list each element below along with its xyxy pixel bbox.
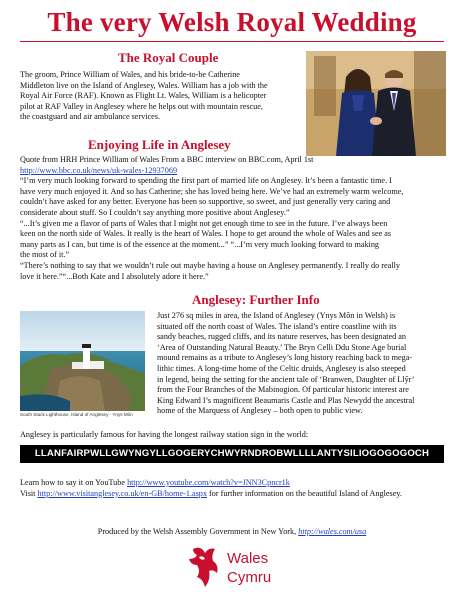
enjoying-life-paragraph	[20, 155, 450, 282]
enjoying-life-heading: Enjoying Life in Anglesey	[88, 137, 231, 152]
royal-couple-photo-art	[306, 51, 446, 156]
paragraph-line: Middleton live on the Island of Anglesey, Wales. William has a job with the	[20, 80, 268, 90]
quote-line: “There’s nothing to say that we wouldn’t rule out maybe having a house on Anglesey permanently. I really do really	[20, 260, 400, 270]
railway-sign-text: Anglesey is particularly famous for having the longest railway station sign in the world:	[20, 430, 309, 439]
quote-line: “I’m very much looking forward to spending the first part of married life on Anglesey. It’s been a fantastic time. I	[20, 176, 392, 186]
further-info-paragraph	[157, 311, 447, 417]
further-info-heading: Anglesey: Further Info	[192, 292, 320, 307]
youtube-prefix: Learn how to say it on YouTube	[20, 478, 128, 487]
quote-line: the most of it.”	[20, 250, 70, 260]
lighthouse-photo	[20, 311, 145, 411]
paragraph-line: from the Four Branches of the Mabinogion. Of particular historic interest are	[157, 385, 409, 395]
paragraph-line: the coastguard and air ambulance services.	[20, 112, 161, 122]
royal-couple-heading: The Royal Couple	[118, 50, 219, 65]
paragraph-line: Royal Air Force (RAF). Known as Flight Lt. Wales, William is a helicopter	[20, 91, 267, 101]
paragraph-line: lithic times. A long-time home of the Celtic druids, Anglesey is also steeped	[157, 363, 406, 373]
quote-line: love it here.”“...Both Kate and I absolutely adore it here.”	[20, 271, 209, 281]
quote-line: couldn’t have asked for any better. Everyone has been so supportive, so sweet, and just generally very caring and	[20, 197, 391, 207]
further-links	[20, 478, 450, 499]
paragraph-line: sandy beaches, rugged cliffs, and its nature reserves, has been designated an	[157, 332, 407, 342]
paragraph-line: The groom, Prince William of Wales, and his bride-to-be Catherine	[20, 70, 240, 79]
footer-text: Produced by the Welsh Assembly Government in New York,	[97, 527, 299, 536]
lighthouse-caption: South Stack Lighthouse, Island of Anglesey - Ynys Môn	[20, 412, 133, 417]
quote-line: many parts as I can, but time is of the essence at the moment...” “...I’m very much looking forward to making	[20, 239, 380, 249]
lighthouse-photo-art	[20, 311, 145, 411]
paragraph-line: situated off the north coast of Wales. The island’s entire coastline with its	[157, 321, 397, 331]
visit-anglesey-link[interactable]: http://www.visitanglesey.co.uk/en-GB/home-1.aspx	[37, 488, 207, 498]
paragraph-line: pilot at RAF Valley in Anglesey where he helps out with mountain rescue,	[20, 101, 263, 111]
visit-prefix: Visit	[20, 488, 38, 498]
page-title: The very Welsh Royal Wedding	[47, 7, 417, 37]
quote-intro: Quote from HRH Prince William of Wales From a BBC interview on BBC.com, April 1st	[20, 155, 314, 164]
quote-line: have very much enjoyed it. And so has Catherine; she has loved being here. We’ve had an extremely warm welcome,	[20, 186, 404, 196]
visit-suffix: for further information on the beautiful Island of Anglesey.	[206, 488, 402, 498]
railway-sign-intro	[20, 430, 450, 441]
royal-couple-photo	[306, 51, 446, 156]
youtube-link[interactable]: http://www.youtube.com/watch?v=JNN3Cpncr1k	[127, 478, 290, 487]
quote-line: keen on the north side of Wales. It really is the heart of Wales. I hope to get around the whole of Wales and see as	[20, 229, 392, 239]
paragraph-line: King Edward I’s magnificent Beaumaris Castle and Plas Newydd the ancestral	[157, 395, 415, 405]
quote-line: “...It’s given me a flavor of parts of Wales that I might not get enough time to see in the future. I’ve always been	[20, 218, 388, 228]
bbc-article-link[interactable]: http://www.bbc.co.uk/news/uk-wales-12937069	[20, 165, 178, 175]
wales-cymru-logo	[187, 543, 277, 593]
paragraph-line: home of the Marquess of Anglesey – both open to public view.	[157, 406, 363, 416]
title-divider	[20, 41, 444, 42]
royal-couple-paragraph	[20, 70, 302, 123]
logo-wales-text: Wales	[227, 550, 269, 567]
logo-cymru-text: Cymru	[227, 569, 272, 586]
paragraph-line: mound remains as a tribute to Anglesey’s long history reaching back to mega-	[157, 353, 413, 363]
paragraph-line: Just 276 sq miles in area, the Island of Anglesey (Ynys Môn in Welsh) is	[157, 311, 396, 320]
footer-credit	[0, 527, 464, 536]
station-name-banner: LLANFAIRPWLLGWYNGYLLGOGERYCHWYRNDROBWLLLLANTYSILIOGOGOGOCH	[20, 445, 444, 463]
footer-link[interactable]: http://wales.com/usa	[298, 527, 367, 536]
dragon-icon	[187, 543, 223, 591]
paragraph-line: ‘Area of Outstanding Natural Beauty.’ The Bryn Celli Ddu Stone Age burial	[157, 342, 407, 352]
quote-line: considerate about stuff. So I couldn’t say anything more positive about Anglesey.”	[20, 207, 290, 217]
paragraph-line: in legend, being the setting for the ancient tale of ‘Branwen, Daughter of Llŷr’	[157, 374, 415, 384]
